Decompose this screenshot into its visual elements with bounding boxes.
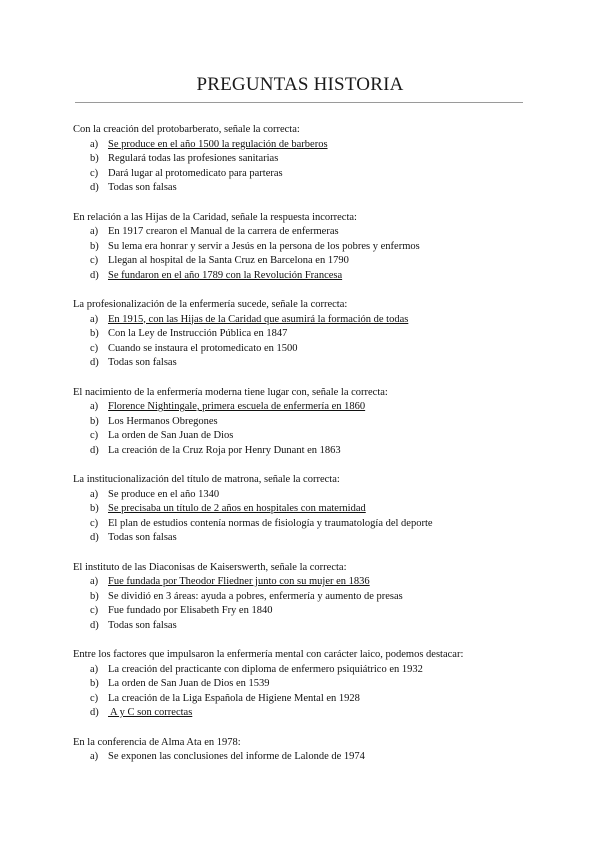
question-text: El nacimiento de la enfermería moderna tiene lugar con, señale la correcta: (73, 386, 388, 398)
question-block (73, 211, 543, 284)
answer-option (73, 575, 543, 590)
option-text: Fue fundado por Elisabeth Fry en 1840 (108, 605, 273, 616)
option-letter: c) (90, 605, 99, 616)
answer-option (73, 706, 543, 721)
question-text: Con la creación del protobarberato, señale la correcta: (73, 124, 300, 135)
answer-option (73, 677, 543, 692)
option-letter: c) (90, 167, 99, 179)
question-text: La institucionalización del título de matrona, señale la correcta: (73, 474, 340, 485)
option-text: Cuando se instaura el protomedicato en 1500 (108, 342, 298, 354)
option-letter: c) (90, 430, 99, 441)
answer-option (73, 502, 543, 517)
answer-option (73, 254, 543, 269)
question-text: La profesionalización de la enfermería sucede, señale la correcta: (73, 299, 348, 310)
option-letter: d) (90, 269, 99, 281)
answer-option (73, 531, 543, 546)
correct-answer-text: A y C son correctas (108, 707, 193, 718)
answer-option (73, 692, 543, 707)
option-text: Los Hermanos Obregones (108, 415, 218, 427)
option-letter: d) (90, 532, 99, 543)
option-text: La orden de San Juan de Dios en 1539 (108, 678, 270, 689)
answer-option (73, 152, 543, 167)
option-letter: d) (90, 619, 99, 631)
option-letter: a) (90, 751, 99, 762)
option-text: Regulará todas las profesiones sanitarias (108, 153, 279, 164)
question-block (73, 473, 543, 546)
answer-option (73, 225, 543, 240)
answer-option (73, 429, 543, 444)
option-text: La orden de San Juan de Dios (108, 430, 234, 441)
option-text: La creación del practicante con diploma de enfermero psiquiátrico en 1932 (108, 663, 423, 675)
option-letter: c) (90, 342, 99, 354)
option-letter: b) (90, 503, 99, 514)
option-letter: b) (90, 153, 99, 164)
option-text: Todas son falsas (108, 357, 177, 368)
option-letter: d) (90, 182, 99, 193)
answer-option (73, 619, 543, 634)
correct-answer-text: Florence Nightingale, primera escuela de enfermería en 1860 (108, 401, 366, 412)
option-text: La creación de la Cruz Roja por Henry Dunant en 1863 (108, 444, 341, 456)
option-text: Se dividió en 3 áreas: ayuda a pobres, enfermería y aumento de presas (108, 590, 403, 602)
option-text: Todas son falsas (108, 619, 177, 631)
option-letter: a) (90, 401, 99, 412)
option-letter: a) (90, 313, 99, 325)
question-block (73, 736, 543, 765)
answer-option (73, 327, 543, 342)
option-letter: b) (90, 328, 99, 339)
option-letter: d) (90, 444, 99, 456)
option-letter: a) (90, 138, 99, 150)
answer-option (73, 342, 543, 357)
answer-option (73, 181, 543, 196)
answer-option (73, 138, 543, 153)
correct-answer-text: Se precisaba un título de 2 años en hospitales con maternidad (108, 503, 366, 514)
option-letter: d) (90, 357, 99, 368)
question-list (73, 123, 543, 780)
answer-option (73, 415, 543, 430)
option-letter: c) (90, 517, 99, 529)
option-letter: d) (90, 707, 99, 718)
answer-option (73, 488, 543, 503)
option-letter: c) (90, 692, 99, 704)
question-text: En relación a las Hijas de la Caridad, señale la respuesta incorrecta: (73, 211, 357, 223)
correct-answer-text: Se produce en el año 1500 la regulación de barberos (108, 138, 328, 150)
option-letter: b) (90, 678, 99, 689)
title-divider (75, 102, 523, 103)
option-letter: a) (90, 576, 99, 587)
correct-answer-text: Se fundaron en el año 1789 con la Revolución Francesa (108, 269, 343, 281)
option-letter: b) (90, 240, 99, 252)
answer-option (73, 313, 543, 328)
option-text: Todas son falsas (108, 182, 177, 193)
question-block (73, 386, 543, 459)
option-text: Con la Ley de Instrucción Pública en 1847 (108, 328, 288, 339)
answer-option (73, 604, 543, 619)
correct-answer-text: En 1915, con las Hijas de la Caridad que asumirá la formación de todas (108, 313, 409, 325)
answer-option (73, 167, 543, 182)
option-letter: c) (90, 255, 99, 266)
answer-option (73, 269, 543, 284)
question-text: En la conferencia de Alma Ata en 1978: (73, 736, 241, 748)
option-letter: a) (90, 488, 99, 500)
option-text: La creación de la Liga Española de Higiene Mental en 1928 (108, 692, 360, 704)
option-letter: a) (90, 226, 99, 237)
option-text: Todas son falsas (108, 532, 177, 543)
question-block (73, 648, 543, 721)
option-letter: a) (90, 663, 99, 675)
question-block (73, 298, 543, 371)
answer-option (73, 444, 543, 459)
option-text: El plan de estudios contenía normas de fisiología y traumatología del deporte (108, 517, 433, 529)
answer-option (73, 400, 543, 415)
option-text: Dará lugar al protomedicato para parteras (108, 167, 283, 179)
answer-option (73, 240, 543, 255)
answer-option (73, 590, 543, 605)
option-text: Se produce en el año 1340 (108, 488, 220, 500)
question-text: El instituto de las Diaconisas de Kaiserswerth, señale la correcta: (73, 561, 347, 573)
option-text: Su lema era honrar y servir a Jesús en la persona de los pobres y enfermos (108, 240, 420, 252)
answer-option (73, 356, 543, 371)
answer-option (73, 663, 543, 678)
question-block (73, 123, 543, 196)
option-text: Llegan al hospital de la Santa Cruz en Barcelona en 1790 (108, 255, 349, 266)
option-text: En 1917 crearon el Manual de la carrera de enfermeras (108, 226, 339, 237)
answer-option (73, 750, 543, 765)
option-text: Se exponen las conclusiones del informe de Lalonde de 1974 (108, 751, 365, 762)
answer-option (73, 517, 543, 532)
option-letter: b) (90, 590, 99, 602)
correct-answer-text: Fue fundada por Theodor Fliedner junto con su mujer en 1836 (108, 576, 370, 587)
question-text: Entre los factores que impulsaron la enfermería mental con carácter laico, podemos destacar: (73, 649, 464, 660)
question-block (73, 561, 543, 634)
page-title: PREGUNTAS HISTORIA (196, 74, 404, 95)
option-letter: b) (90, 415, 99, 427)
